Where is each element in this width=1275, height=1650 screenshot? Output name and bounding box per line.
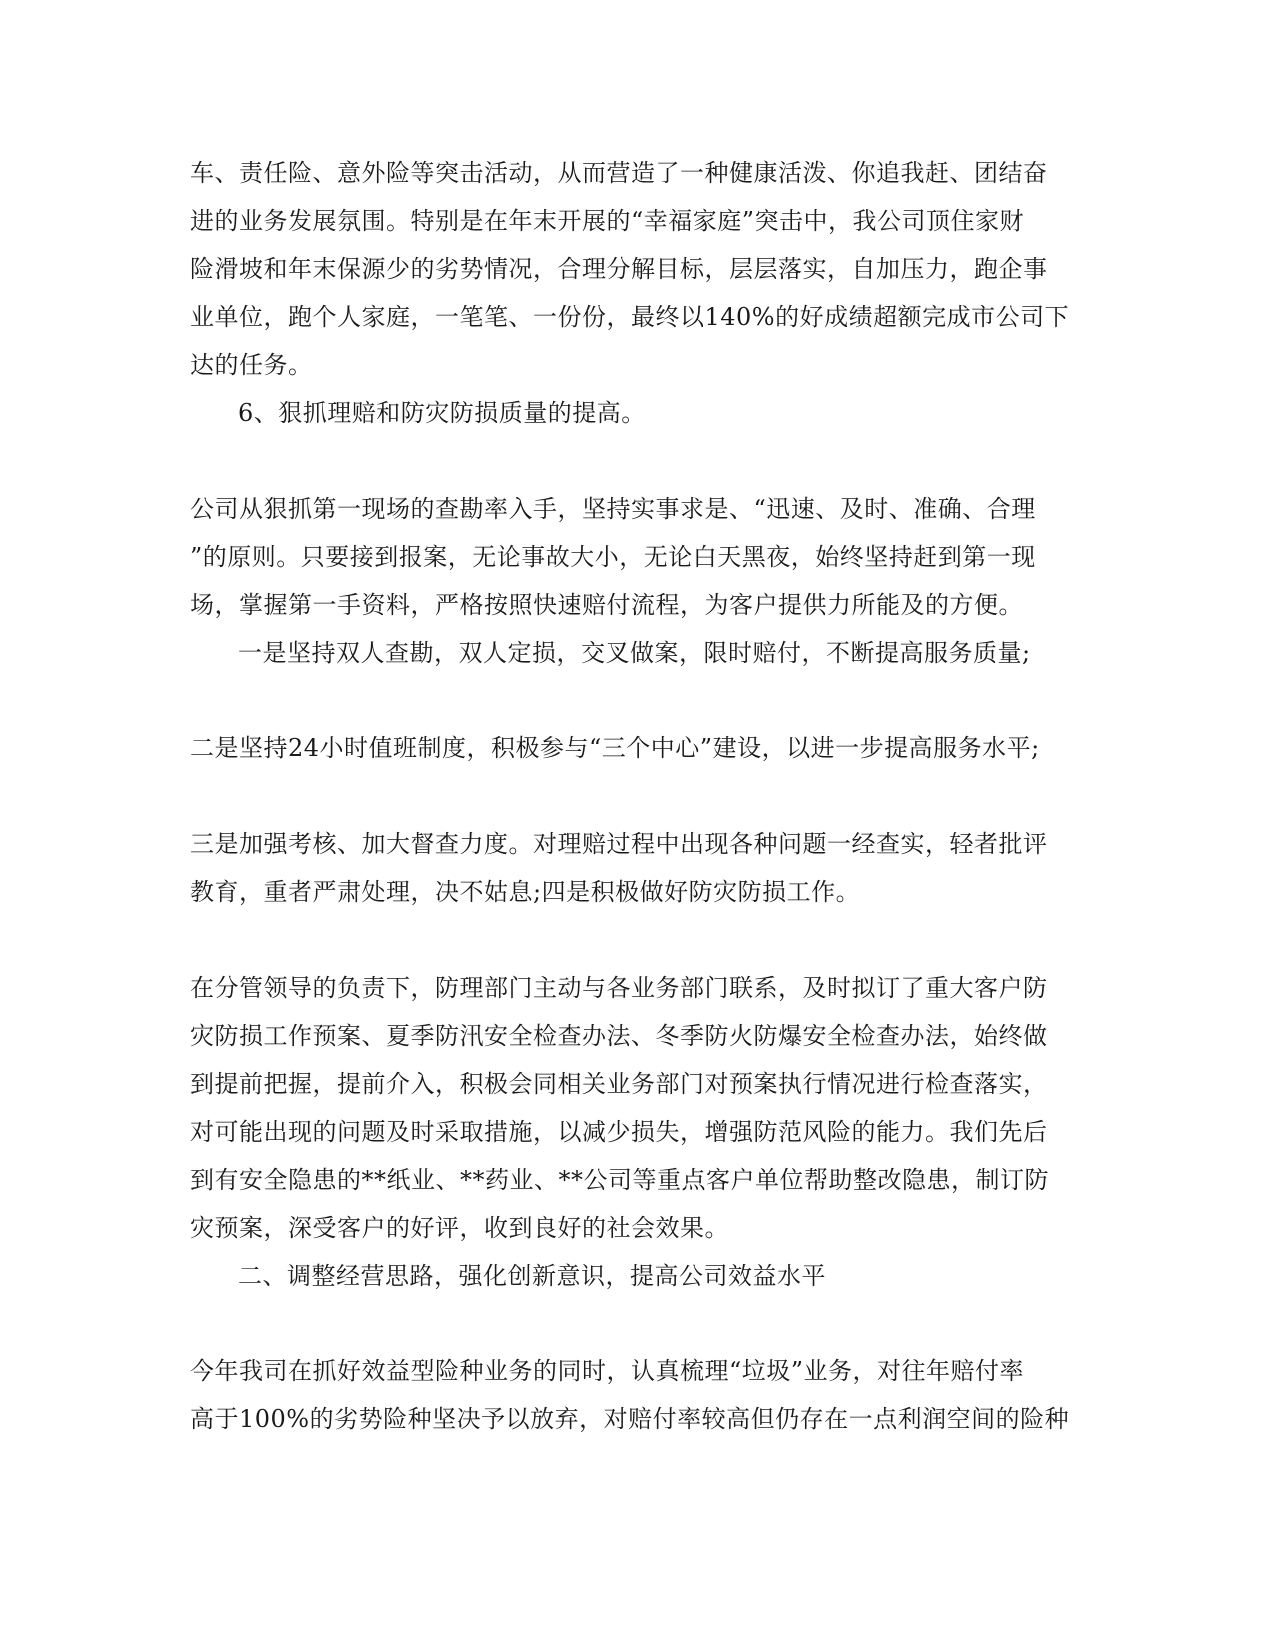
- paragraph-line: 高于100%的劣势险种坚决予以放弃，对赔付率较高但仍存在一点利润空间的险种: [190, 1405, 1070, 1433]
- paragraph-line: 达的任务。: [190, 351, 313, 379]
- section-heading: 二、调整经营思路，强化创新意识，提高公司效益水平: [238, 1262, 826, 1290]
- section-heading: 6、狠抓理赔和防灾防损质量的提高。: [238, 399, 646, 427]
- paragraph-line: 灾防损工作预案、夏季防汛安全检查办法、冬季防火防爆安全检查办法，始终做: [190, 1022, 1048, 1050]
- paragraph-line: 对可能出现的问题及时采取措施，以减少损失，增强防范风险的能力。我们先后: [190, 1118, 1048, 1146]
- paragraph-line: 场，掌握第一手资料，严格按照快速赔付流程，为客户提供力所能及的方便。: [190, 591, 1023, 619]
- paragraph-line: 在分管领导的负责下，防理部门主动与各业务部门联系，及时拟订了重大客户防: [190, 974, 1048, 1002]
- paragraph-line: 一是坚持双人查勘，双人定损，交叉做案，限时赔付，不断提高服务质量;: [238, 639, 1031, 667]
- paragraph-line: 教育，重者严肃处理，决不姑息;四是积极做好防灾防损工作。: [190, 878, 861, 906]
- paragraph-line: 灾预案，深受客户的好评，收到良好的社会效果。: [190, 1214, 729, 1242]
- paragraph-line: 三是加强考核、加大督查力度。对理赔过程中出现各种问题一经查实，轻者批评: [190, 830, 1048, 858]
- paragraph-line: 今年我司在抓好效益型险种业务的同时，认真梳理“垃圾”业务，对往年赔付率: [190, 1357, 1025, 1385]
- paragraph-line: 险滑坡和年末保源少的劣势情况，合理分解目标，层层落实，自加压力，跑企事: [190, 255, 1048, 283]
- paragraph-line: 业单位，跑个人家庭，一笔笔、一份份，最终以140%的好成绩超额完成市公司下: [190, 303, 1070, 331]
- paragraph-line: 到提前把握，提前介入，积极会同相关业务部门对预案执行情况进行检查落实，: [190, 1070, 1048, 1098]
- paragraph-line: ”的原则。只要接到报案，无论事故大小，无论白天黑夜，始终坚持赶到第一现: [190, 543, 1036, 571]
- paragraph-line: 进的业务发展氛围。特别是在年末开展的“幸福家庭”突击中，我公司顶住家财: [190, 207, 1025, 235]
- paragraph-line: 车、责任险、意外险等突击活动，从而营造了一种健康活泼、你追我赶、团结奋: [190, 159, 1048, 187]
- paragraph-line: 二是坚持24小时值班制度，积极参与“三个中心”建设，以进一步提高服务水平;: [190, 734, 1040, 762]
- paragraph-line: 公司从狠抓第一现场的查勘率入手，坚持实事求是、“迅速、及时、准确、合理: [190, 495, 1036, 523]
- paragraph-line: 到有安全隐患的**纸业、**药业、**公司等重点客户单位帮助整改隐患，制订防: [190, 1166, 1049, 1194]
